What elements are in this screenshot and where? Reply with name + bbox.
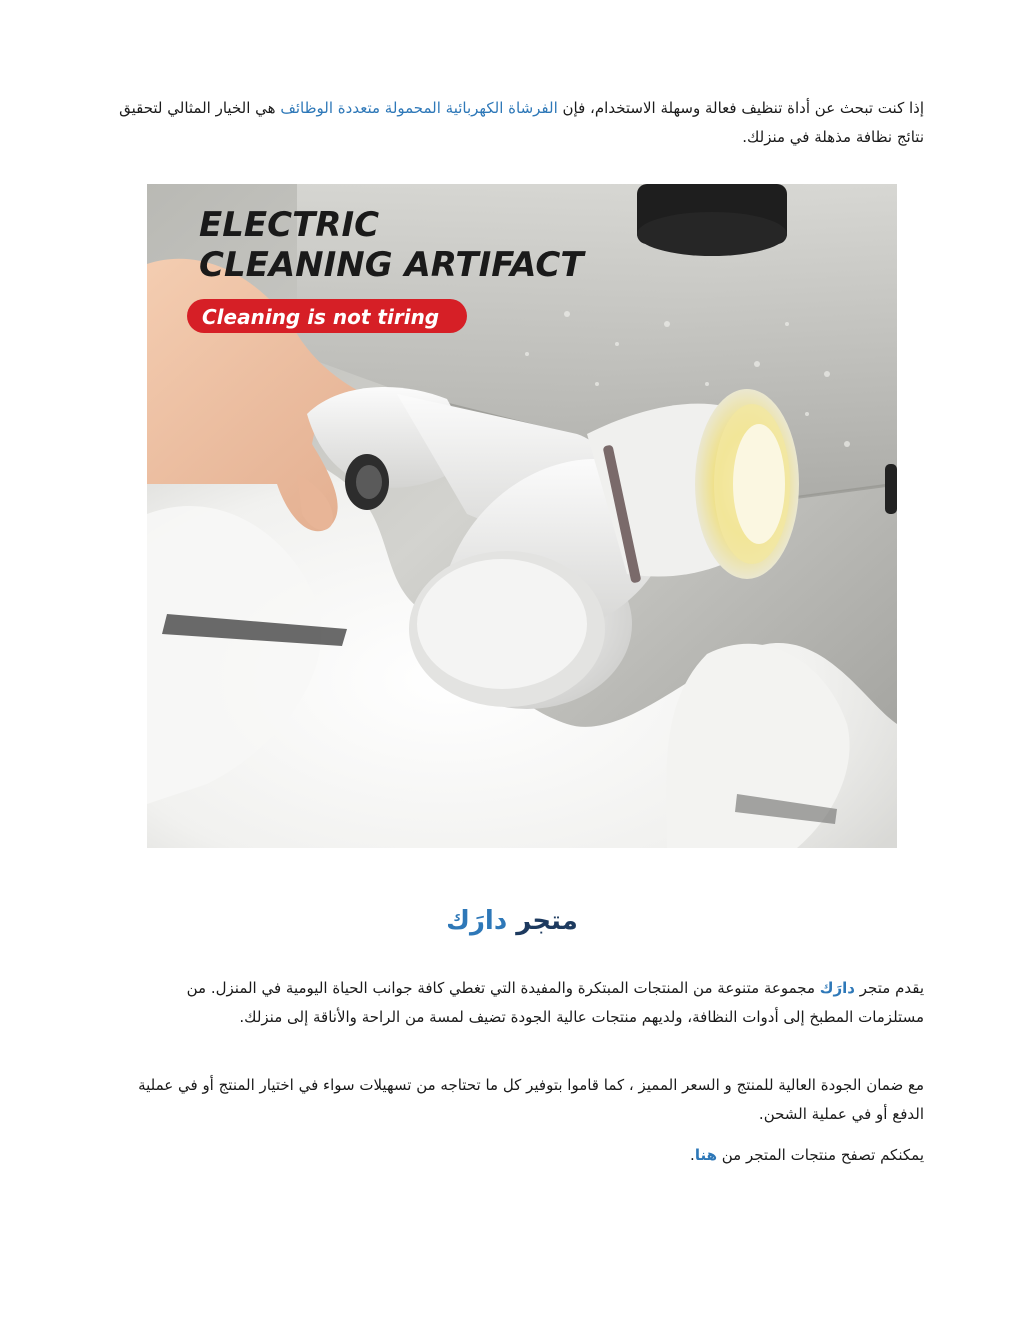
store-description-paragraph [134, 974, 924, 1032]
store-heading-part1: متجر [507, 906, 578, 936]
image-title-line1: ELECTRIC [199, 205, 380, 245]
browse-text-end: . [690, 1146, 695, 1164]
store-description-rest: مجموعة متنوعة من المنتجات المبتكرة والمفيدة التي تغطي كافة جوانب الحياة اليومية في المنزل. من مستلزمات المطبخ إلى أدوات النظافة، ولديهم منتجات عالية الجودة تضيف لمسة من الراحة والأناقة إلى منزلك. [186, 979, 924, 1026]
store-brand-name: دارَك [819, 979, 856, 997]
intro-text-end: هي الخيار المثالي لتحقيق نتائج نظافة مذهلة في منزلك. [119, 99, 924, 146]
image-title-line2: CLEANING ARTIFACT [199, 245, 584, 285]
product-photo [147, 184, 897, 848]
image-badge: Cleaning is not tiring [202, 305, 440, 329]
store-description-start: يقدم متجر [855, 979, 924, 997]
store-heading [0, 906, 1024, 936]
intro-paragraph [104, 94, 924, 152]
quality-paragraph: مع ضمان الجودة العالية للمنتج و السعر المميز ، كما قاموا بتوفير كل ما تحتاجه من تسهيلات سواء في اختيار المنتج أو في عملية الدفع أو في عملية الشحن. [138, 1076, 924, 1123]
store-heading-brand: دارَك [446, 906, 508, 936]
browse-here-link[interactable]: هنا [694, 1146, 717, 1164]
browse-text: يمكنكم تصفح منتجات المتجر من [716, 1146, 924, 1164]
product-link[interactable]: الفرشاة الكهربائية المحمولة متعددة الوظائف [280, 99, 558, 117]
intro-text-start: إذا كنت تبحث عن أداة تنظيف فعالة وسهلة الاستخدام، فإن [557, 99, 924, 117]
browse-paragraph [134, 1141, 924, 1170]
